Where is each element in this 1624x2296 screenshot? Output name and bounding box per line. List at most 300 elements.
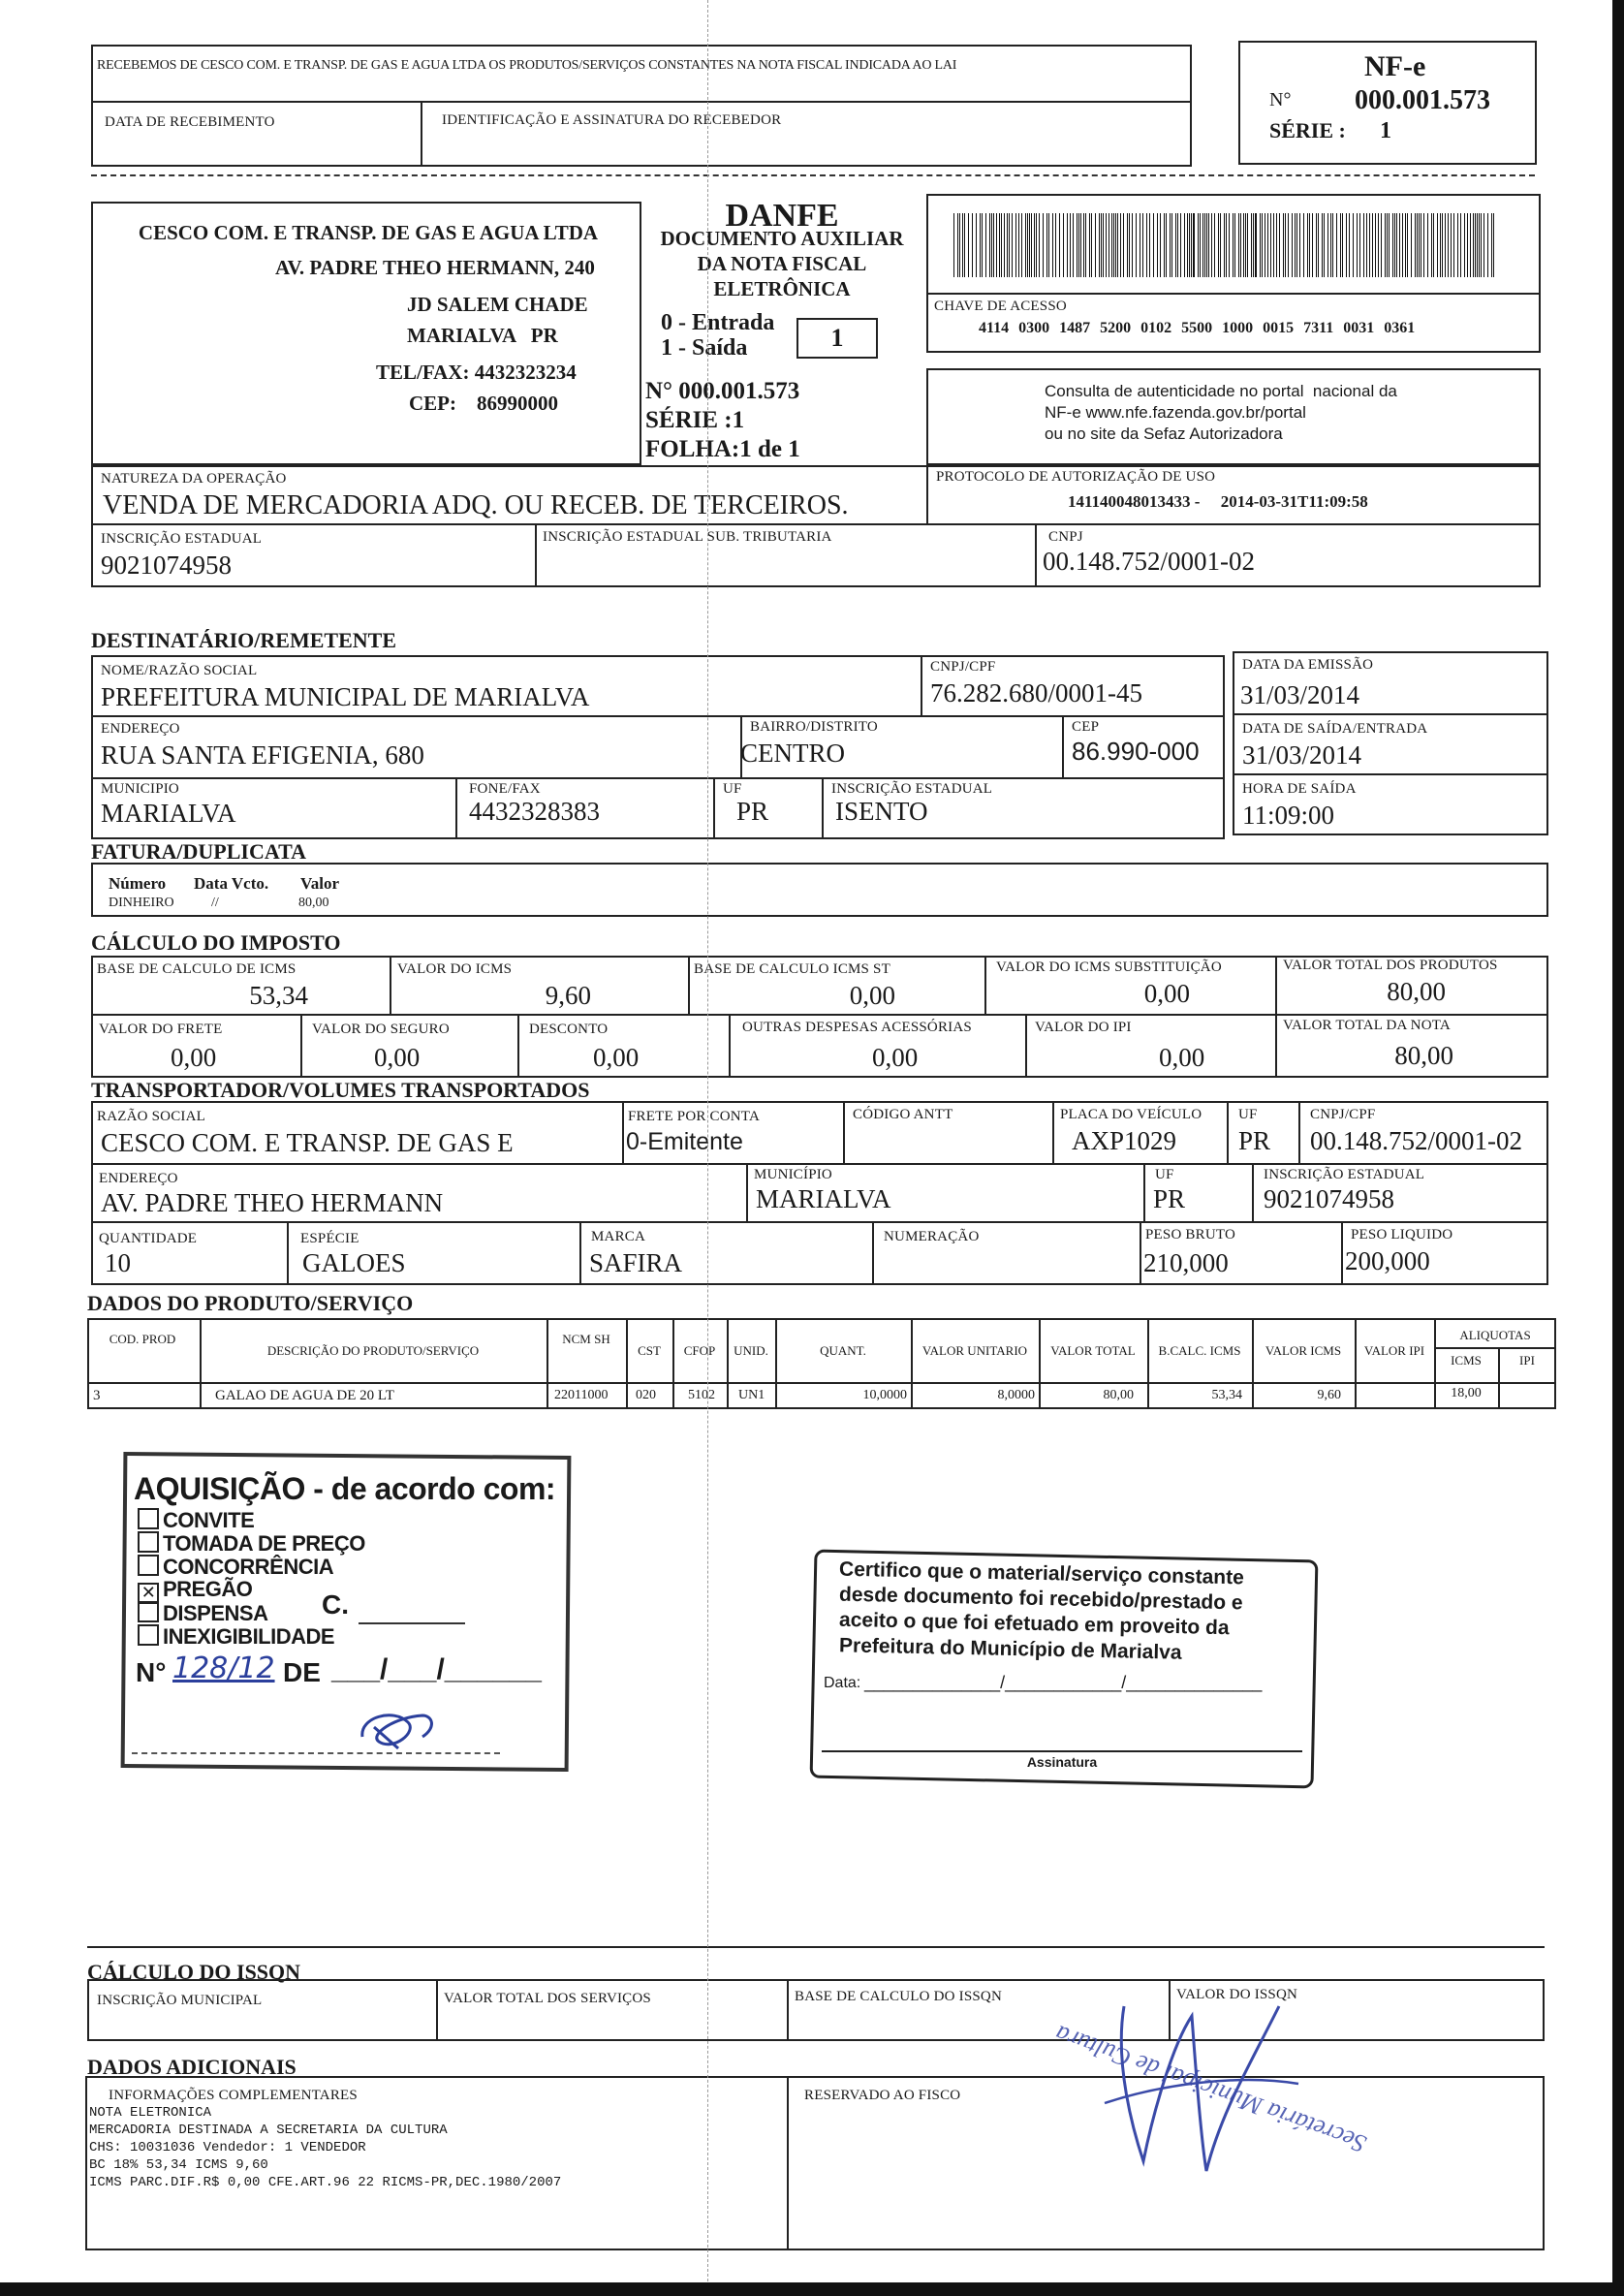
barcode-bar bbox=[1007, 213, 1008, 277]
barcode-bar bbox=[1423, 213, 1424, 277]
barcode-bar bbox=[1080, 213, 1081, 277]
barcode-bar bbox=[1220, 213, 1221, 277]
dest-ie: ISENTO bbox=[835, 797, 928, 826]
stamp-option bbox=[138, 1601, 267, 1625]
barcode-bar bbox=[1419, 213, 1420, 277]
dest-name: PREFEITURA MUNICIPAL DE MARIALVA bbox=[101, 682, 590, 711]
stamp-date-blanks: ___/___/______ bbox=[331, 1653, 542, 1685]
dest-fone-label: FONE/FAX bbox=[469, 781, 541, 797]
checkbox-icon bbox=[138, 1508, 159, 1529]
barcode-bar bbox=[1115, 213, 1116, 277]
barcode-bar bbox=[1031, 213, 1032, 277]
barcode-bar bbox=[1067, 213, 1068, 277]
frete-label: VALOR DO FRETE bbox=[99, 1022, 223, 1037]
barcode-bar bbox=[985, 213, 986, 277]
barcode-bar bbox=[1142, 213, 1143, 277]
barcode-bar bbox=[1276, 213, 1277, 277]
barcode-bar bbox=[1394, 213, 1395, 277]
row-cfop: 5102 bbox=[688, 1388, 715, 1402]
barcode-bar bbox=[1307, 213, 1308, 277]
barcode-bar bbox=[1164, 213, 1165, 277]
dest-row-1 bbox=[91, 715, 1225, 717]
barcode-bar bbox=[1052, 213, 1053, 277]
base-st: 0,00 bbox=[849, 981, 895, 1010]
transp-row-2 bbox=[91, 1221, 1548, 1223]
info-line-5: ICMS PARC.DIF.R$ 0,00 CFE.ART.96 22 RICMS-PR,DEC.1980/2007 bbox=[89, 2175, 562, 2190]
dest-hora-label: HORA DE SAÍDA bbox=[1242, 781, 1357, 797]
barcode-bar bbox=[1120, 213, 1121, 277]
barcode-bar bbox=[1184, 213, 1185, 277]
barcode-bar bbox=[1078, 213, 1079, 277]
dest-uf-label: UF bbox=[723, 781, 742, 797]
barcode-bar bbox=[1270, 213, 1271, 277]
stamp-option bbox=[138, 1508, 254, 1532]
outras-value: 0,00 bbox=[872, 1043, 919, 1072]
dest-v-6 bbox=[822, 777, 824, 839]
imposto-v-4 bbox=[1275, 956, 1277, 1078]
barcode-bar bbox=[1204, 213, 1205, 277]
issqn-total-label: VALOR TOTAL DOS SERVIÇOS bbox=[444, 1991, 651, 2006]
barcode-bar bbox=[1117, 213, 1118, 277]
barcode-bar bbox=[1224, 213, 1225, 277]
dest-emissao: 31/03/2014 bbox=[1240, 680, 1360, 709]
barcode-bar bbox=[1103, 213, 1104, 277]
receipt-divider-v bbox=[421, 101, 422, 167]
barcode-bar bbox=[1171, 213, 1172, 277]
consulta-line-1: Consulta de autenticidade no portal nacional da bbox=[1045, 382, 1397, 400]
barcode-bar bbox=[1234, 213, 1235, 277]
barcode-bar bbox=[1318, 213, 1319, 277]
transp-bruto: 210,000 bbox=[1143, 1248, 1229, 1277]
barcode-bar bbox=[1491, 213, 1492, 277]
operation-divider-2 bbox=[535, 523, 537, 587]
transp-row-1 bbox=[91, 1163, 1548, 1165]
ipi-label: VALOR DO IPI bbox=[1035, 1020, 1132, 1035]
dest-right-row-2 bbox=[1233, 773, 1548, 775]
barcode-bar bbox=[1381, 213, 1382, 277]
barcode-bar bbox=[1464, 213, 1465, 277]
transp-uf: PR bbox=[1238, 1126, 1271, 1155]
barcode-bar bbox=[1136, 213, 1137, 277]
cert-sign-line bbox=[822, 1750, 1302, 1752]
barcode-bar bbox=[1431, 213, 1432, 277]
transp-ie: 9021074958 bbox=[1264, 1184, 1394, 1213]
desconto-label: DESCONTO bbox=[529, 1022, 609, 1037]
ie-st-label: INSCRIÇÃO ESTADUAL SUB. TRIBUTARIA bbox=[543, 529, 832, 545]
row-vtotal: 80,00 bbox=[1103, 1388, 1134, 1402]
transp-ie-label: INSCRIÇÃO ESTADUAL bbox=[1264, 1167, 1425, 1182]
col-desc-header: DESCRIÇÃO DO PRODUTO/SERVIÇO bbox=[266, 1343, 480, 1358]
barcode-bar bbox=[1387, 213, 1388, 277]
nfe-serie: 1 bbox=[1380, 118, 1391, 143]
transp-v-8 bbox=[1252, 1163, 1254, 1221]
ie-value: 9021074958 bbox=[101, 550, 232, 580]
barcode-bar bbox=[1238, 213, 1239, 277]
barcode-bar bbox=[1029, 213, 1030, 277]
barcode-bar bbox=[1091, 213, 1092, 277]
protocolo-label: PROTOCOLO DE AUTORIZAÇÃO DE USO bbox=[936, 469, 1216, 485]
barcode-bar bbox=[1460, 213, 1461, 277]
cert-data-label: Data: bbox=[824, 1675, 861, 1691]
transp-uf2-label: UF bbox=[1155, 1167, 1174, 1182]
barcode-bar bbox=[1255, 213, 1257, 277]
barcode-bar bbox=[1160, 213, 1161, 277]
dest-cep: 86.990-000 bbox=[1072, 737, 1200, 766]
barcode-bar bbox=[1402, 213, 1403, 277]
produtos-section-title: DADOS DO PRODUTO/SERVIÇO bbox=[87, 1291, 414, 1315]
dest-emissao-label: DATA DA EMISSÃO bbox=[1242, 657, 1374, 673]
info-line-4: BC 18% 53,34 ICMS 9,60 bbox=[89, 2157, 268, 2173]
fisco-label: RESERVADO AO FISCO bbox=[804, 2088, 961, 2103]
col-quant-header: QUANT. bbox=[820, 1343, 866, 1358]
barcode-bar bbox=[1440, 213, 1441, 277]
dest-bairro-label: BAIRRO/DISTRITO bbox=[750, 719, 878, 735]
dest-v-5 bbox=[713, 777, 715, 839]
barcode-bar bbox=[1369, 213, 1370, 277]
seal-text: Secretária Municipal de Cultura bbox=[1051, 2019, 1370, 2159]
emitter-name: CESCO COM. E TRANSP. DE GAS E AGUA LTDA bbox=[138, 221, 599, 244]
imposto-v-7 bbox=[729, 1014, 731, 1078]
adicionais-divider bbox=[787, 2076, 789, 2250]
barcode-bar bbox=[1111, 213, 1112, 277]
stamp-n-value: 128/12 bbox=[172, 1651, 275, 1685]
col-cod-header: COD. PROD bbox=[109, 1332, 176, 1346]
issqn-v-2 bbox=[787, 1979, 789, 2041]
natureza-value: VENDA DE MERCADORIA ADQ. OU RECEB. DE TERCEIROS. bbox=[103, 490, 849, 520]
stamp-n-label: N° bbox=[136, 1657, 167, 1687]
nfe-serie-label: SÉRIE : bbox=[1269, 118, 1346, 142]
barcode-bar bbox=[1411, 213, 1412, 277]
seguro-label: VALOR DO SEGURO bbox=[312, 1022, 450, 1037]
fatura-numero-label: Número bbox=[109, 874, 167, 893]
valor-icms: 9,60 bbox=[545, 981, 591, 1010]
dest-bairro: CENTRO bbox=[740, 739, 845, 768]
stamp-title: AQUISIÇÃO - de acordo com: bbox=[134, 1471, 556, 1506]
barcode-bar bbox=[1146, 213, 1147, 277]
barcode-bar bbox=[1089, 213, 1090, 277]
dest-row-2 bbox=[91, 777, 1225, 779]
danfe-title: DANFE bbox=[725, 198, 839, 234]
outras-label: OUTRAS DESPESAS ACESSÓRIAS bbox=[742, 1020, 972, 1035]
barcode-bar bbox=[1012, 213, 1013, 277]
checkbox-icon bbox=[138, 1531, 159, 1553]
col-vipi-header: VALOR IPI bbox=[1363, 1343, 1425, 1358]
checkbox-icon bbox=[138, 1555, 159, 1576]
transp-especie: GALOES bbox=[302, 1248, 406, 1277]
transp-antt-label: CÓDIGO ANTT bbox=[853, 1107, 953, 1122]
total-nota-label: VALOR TOTAL DA NOTA bbox=[1283, 1018, 1451, 1033]
barcode-bar bbox=[962, 213, 963, 277]
barcode-bar bbox=[1046, 213, 1047, 277]
stamp-option-label: CONCORRÊNCIA bbox=[163, 1555, 334, 1579]
valor-st: 0,00 bbox=[1143, 979, 1190, 1008]
barcode-bar bbox=[1206, 213, 1207, 277]
barcode-bar bbox=[1427, 213, 1428, 277]
receipt-sign-label: IDENTIFICAÇÃO E ASSINATURA DO RECEBEDOR bbox=[442, 112, 782, 128]
issqn-base-label: BASE DE CALCULO DO ISSQN bbox=[795, 1989, 1002, 2004]
barcode-bar bbox=[959, 213, 960, 277]
barcode-bar bbox=[1059, 213, 1060, 277]
checkbox-icon bbox=[138, 1601, 159, 1622]
barcode-bar bbox=[1267, 213, 1268, 277]
barcode-bar bbox=[1113, 213, 1114, 277]
barcode-bar bbox=[1034, 213, 1035, 277]
barcode-bar bbox=[1085, 213, 1086, 277]
barcode-bar bbox=[1349, 213, 1350, 277]
col-vtotal-header: VALOR TOTAL bbox=[1050, 1343, 1136, 1358]
barcode-bar bbox=[1233, 213, 1234, 277]
barcode-bar bbox=[982, 213, 983, 277]
dest-uf: PR bbox=[736, 797, 769, 826]
right-edge bbox=[1612, 0, 1624, 2296]
produtos-col-1 bbox=[200, 1318, 202, 1409]
barcode-bar bbox=[1303, 213, 1304, 277]
info-label: INFORMAÇÕES COMPLEMENTARES bbox=[109, 2088, 358, 2103]
receipt-declaration: RECEBEMOS DE CESCO COM. E TRANSP. DE GAS E AGUA LTDA OS PRODUTOS/SERVIÇOS CONSTANTES NA NOTA FISCAL INDICADA AO LAI bbox=[97, 58, 957, 73]
barcode-bar bbox=[1149, 213, 1150, 277]
info-line-2: MERCADORIA DESTINADA A SECRETARIA DA CULTURA bbox=[89, 2123, 448, 2138]
col-ncm-header: NCM SH bbox=[562, 1332, 610, 1346]
barcode-bar bbox=[1340, 213, 1341, 277]
issqn-v-1 bbox=[436, 1979, 438, 2041]
imposto-section-title: CÁLCULO DO IMPOSTO bbox=[91, 930, 341, 955]
barcode-bar bbox=[1175, 213, 1176, 277]
barcode-bar bbox=[1296, 213, 1297, 277]
barcode-bar bbox=[1378, 213, 1379, 277]
danfe-number: N° 000.001.573 bbox=[645, 378, 800, 404]
base-icms-label: BASE DE CALCULO DE ICMS bbox=[97, 961, 297, 977]
base-icms: 53,34 bbox=[249, 981, 308, 1010]
transp-v-9 bbox=[287, 1221, 289, 1285]
transp-v-6 bbox=[746, 1163, 748, 1221]
barcode-bar bbox=[1129, 213, 1130, 277]
row-vunit: 8,0000 bbox=[997, 1388, 1035, 1402]
row-quant: 10,0000 bbox=[862, 1388, 907, 1402]
barcode-bar bbox=[1218, 213, 1219, 277]
dest-municipio-label: MUNICIPIO bbox=[101, 781, 179, 797]
transp-cnpj: 00.148.752/0001-02 bbox=[1310, 1126, 1522, 1155]
info-line-3: CHS: 10031036 Vendedor: 1 VENDEDOR bbox=[89, 2140, 366, 2155]
emitter-district: JD SALEM CHADE bbox=[407, 293, 588, 316]
stamp-de-label: DE bbox=[283, 1657, 321, 1687]
col-aliq-icms-header: ICMS bbox=[1451, 1353, 1482, 1368]
barcode-bar bbox=[1170, 213, 1171, 277]
transp-frete: 0-Emitente bbox=[626, 1128, 743, 1155]
barcode-bar bbox=[1309, 213, 1310, 277]
transp-endereco-label: ENDEREÇO bbox=[99, 1171, 178, 1186]
transp-marca-label: MARCA bbox=[591, 1229, 646, 1244]
danfe-entrada: 0 - Entrada bbox=[661, 310, 775, 335]
col-vunit-header: VALOR UNITARIO bbox=[921, 1343, 1028, 1358]
barcode-bar bbox=[1025, 213, 1026, 277]
stamp-c-label: C. bbox=[322, 1589, 349, 1620]
nfe-number-label: N° bbox=[1269, 89, 1292, 110]
barcode-bar bbox=[972, 213, 973, 277]
stamp-option-label: DISPENSA bbox=[163, 1601, 268, 1625]
cert-date-blanks: ______________/____________/______________ bbox=[864, 1673, 1263, 1692]
barcode-bar bbox=[1285, 213, 1286, 277]
fatura-vcto: // bbox=[211, 896, 219, 910]
barcode-bar bbox=[964, 213, 965, 277]
barcode-bar bbox=[999, 213, 1000, 277]
barcode-bar bbox=[1336, 213, 1337, 277]
barcode-bar bbox=[953, 213, 954, 277]
adicionais-section-title: DADOS ADICIONAIS bbox=[87, 2055, 297, 2079]
barcode-bar bbox=[1467, 213, 1468, 277]
cert-sign-label: Assinatura bbox=[1026, 1754, 1098, 1770]
barcode-bar bbox=[1015, 213, 1016, 277]
barcode-bar bbox=[1399, 213, 1400, 277]
row-aliq-icms: 18,00 bbox=[1451, 1386, 1482, 1400]
barcode-bar bbox=[957, 213, 958, 277]
barcode-bar bbox=[1473, 213, 1474, 277]
barcode-bar bbox=[1483, 213, 1484, 277]
barcode-bar bbox=[1353, 213, 1354, 277]
stamp-option-label: PREGÃO bbox=[163, 1577, 253, 1601]
emitter-cep: CEP: 86990000 bbox=[409, 392, 558, 415]
stamp-initials-icon bbox=[355, 1698, 442, 1756]
dest-saida: 31/03/2014 bbox=[1242, 740, 1362, 770]
row-vicms: 9,60 bbox=[1317, 1388, 1341, 1402]
transp-v-13 bbox=[1341, 1221, 1343, 1285]
access-key: 4114 0300 1487 5200 0102 5500 1000 0015 7311 0031 0361 bbox=[979, 320, 1416, 336]
barcode-bar bbox=[1363, 213, 1364, 277]
nfe-number: 000.001.573 bbox=[1355, 85, 1490, 115]
transp-v-12 bbox=[1140, 1221, 1141, 1285]
stamp-c-line bbox=[359, 1622, 465, 1624]
operation-divider-3 bbox=[1035, 523, 1037, 587]
barcode-bar bbox=[1396, 213, 1397, 277]
protocolo-value: 141140048013433 - 2014-03-31T11:09:58 bbox=[1068, 492, 1368, 511]
danfe-subtitle-3: ELETRÔNICA bbox=[713, 277, 851, 300]
stamp-option bbox=[138, 1555, 333, 1579]
barcode-bar bbox=[1039, 213, 1040, 277]
barcode-bar bbox=[1327, 213, 1328, 277]
stamp-option-label: CONVITE bbox=[163, 1508, 255, 1532]
receipt-divider bbox=[91, 101, 1192, 103]
barcode-bar bbox=[1191, 213, 1192, 277]
barcode-bar bbox=[1375, 213, 1376, 277]
barcode-bar bbox=[1187, 213, 1188, 277]
col-aliq-header: ALIQUOTAS bbox=[1459, 1328, 1531, 1342]
stamp-bottom-line bbox=[132, 1752, 500, 1754]
barcode-bar bbox=[1445, 213, 1446, 277]
dest-endereco-label: ENDEREÇO bbox=[101, 721, 180, 737]
barcode-bar bbox=[1477, 213, 1478, 277]
transp-v-1 bbox=[622, 1101, 624, 1163]
barcode-bar bbox=[1457, 213, 1458, 277]
issqn-im-label: INSCRIÇÃO MUNICIPAL bbox=[97, 1993, 263, 2008]
transp-v-11 bbox=[872, 1221, 874, 1285]
barcode-bar bbox=[1392, 213, 1393, 277]
issqn-valor-label: VALOR DO ISSQN bbox=[1176, 1987, 1298, 2002]
barcode-bar bbox=[1153, 213, 1154, 277]
barcode-bar bbox=[1245, 213, 1246, 277]
barcode-bar bbox=[1312, 213, 1313, 277]
nfe-title: NF-e bbox=[1364, 50, 1426, 82]
transp-v-4 bbox=[1227, 1101, 1229, 1163]
barcode-bar bbox=[1177, 213, 1178, 277]
barcode-bar bbox=[1330, 213, 1331, 277]
transp-v-10 bbox=[579, 1221, 581, 1285]
barcode-bar bbox=[1070, 213, 1071, 277]
base-st-label: BASE DE CALCULO ICMS ST bbox=[694, 961, 890, 977]
valor-st-label: VALOR DO ICMS SUBSTITUIÇÃO bbox=[996, 959, 1222, 975]
barcode-bar bbox=[1055, 213, 1056, 277]
total-prod: 80,00 bbox=[1387, 977, 1446, 1006]
transp-uf-label: UF bbox=[1238, 1107, 1258, 1122]
barcode-bar bbox=[1417, 213, 1418, 277]
transp-v-3 bbox=[1052, 1101, 1054, 1163]
produtos-col-11 bbox=[1355, 1318, 1357, 1409]
barcode-bar bbox=[1288, 213, 1289, 277]
transp-numeracao-label: NUMERAÇÃO bbox=[884, 1229, 980, 1244]
transp-liquido-label: PESO LIQUIDO bbox=[1351, 1227, 1453, 1242]
fatura-valor: 80,00 bbox=[298, 896, 329, 910]
dest-v-1 bbox=[921, 655, 922, 715]
barcode-bar bbox=[1385, 213, 1386, 277]
barcode-bar bbox=[980, 213, 981, 277]
barcode-bar bbox=[1027, 213, 1028, 277]
produtos-col-5 bbox=[727, 1318, 729, 1409]
barcode-bar bbox=[993, 213, 994, 277]
transp-section-title: TRANSPORTADOR/VOLUMES TRANSPORTADOS bbox=[91, 1078, 590, 1102]
operation-box bbox=[91, 465, 1541, 587]
barcode-bar bbox=[1479, 213, 1480, 277]
imposto-v-3 bbox=[984, 956, 986, 1014]
danfe-folha: FOLHA:1 de 1 bbox=[645, 436, 800, 462]
barcode-bar bbox=[1243, 213, 1244, 277]
barcode-bar bbox=[1251, 213, 1252, 277]
transp-placa: AXP1029 bbox=[1072, 1126, 1177, 1155]
barcode-bar bbox=[1453, 213, 1454, 277]
barcode-bar bbox=[1166, 213, 1167, 277]
dest-saida-label: DATA DE SAÍDA/ENTRADA bbox=[1242, 721, 1428, 737]
barcode-bar bbox=[1101, 213, 1102, 277]
issqn-top-rule bbox=[87, 1946, 1545, 1948]
barcode-bar bbox=[1157, 213, 1158, 277]
dest-cnpj: 76.282.680/0001-45 bbox=[930, 678, 1142, 708]
transp-municipio: MARIALVA bbox=[756, 1184, 891, 1213]
col-vicms-header: VALOR ICMS bbox=[1265, 1343, 1342, 1358]
barcode-bar bbox=[1180, 213, 1181, 277]
barcode-bar bbox=[1475, 213, 1476, 277]
imposto-v-8 bbox=[1025, 1014, 1027, 1078]
transp-endereco: AV. PADRE THEO HERMANN bbox=[101, 1188, 444, 1217]
barcode-bar bbox=[1493, 213, 1494, 277]
transp-v-5 bbox=[1298, 1101, 1300, 1163]
barcode-bar bbox=[1316, 213, 1317, 277]
barcode-bar bbox=[1437, 213, 1438, 277]
cut-line bbox=[91, 174, 1535, 176]
barcode-bar bbox=[1048, 213, 1049, 277]
total-prod-label: VALOR TOTAL DOS PRODUTOS bbox=[1283, 958, 1498, 973]
dest-cnpj-label: CNPJ/CPF bbox=[930, 659, 996, 675]
dest-fone: 4432328383 bbox=[469, 797, 600, 826]
dest-right-row-1 bbox=[1233, 713, 1548, 715]
barcode-bar bbox=[1346, 213, 1347, 277]
danfe-subtitle-2: DA NOTA FISCAL bbox=[697, 252, 867, 275]
barcode-bar bbox=[968, 213, 969, 277]
transp-qtd-label: QUANTIDADE bbox=[99, 1231, 198, 1246]
transp-especie-label: ESPÉCIE bbox=[300, 1231, 359, 1246]
barcode-bar bbox=[1004, 213, 1005, 277]
barcode-bar bbox=[1279, 213, 1280, 277]
barcode-bar bbox=[976, 213, 977, 277]
barcode-bar bbox=[1200, 213, 1201, 277]
barcode-bar bbox=[1189, 213, 1190, 277]
produtos-col-3 bbox=[626, 1318, 628, 1409]
